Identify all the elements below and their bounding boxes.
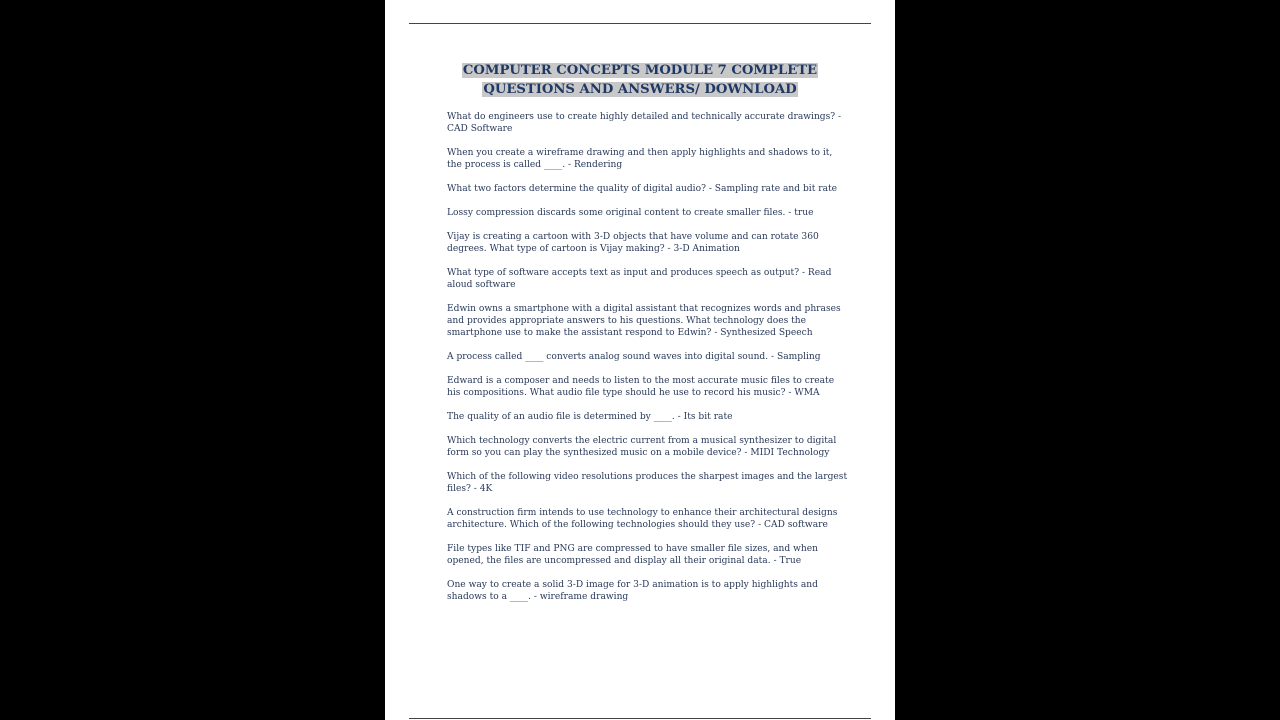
footer-rule [409, 718, 871, 719]
document-title [409, 62, 871, 99]
qa-item: What do engineers use to create highly detailed and technically accurate drawings? - CAD Software [447, 112, 842, 134]
title-line-2: QUESTIONS AND ANSWERS/ DOWNLOAD [483, 81, 797, 97]
qa-item: The quality of an audio file is determined by ____. - Its bit rate [447, 412, 733, 422]
qa-item: A process called ____ converts analog sound waves into digital sound. - Sampling [447, 352, 821, 362]
qa-item: Edwin owns a smartphone with a digital assistant that recognizes words and phrases and provides appropriate answers to his questions. What technology does the smartphone use to make the assistant respond to Edwin? - Synthesized Speech [447, 304, 841, 338]
qa-list [447, 111, 849, 615]
qa-item: What two factors determine the quality of digital audio? - Sampling rate and bit rate [447, 184, 838, 194]
qa-item: A construction firm intends to use technology to enhance their architectural designs architecture. Which of the following technologies should they use? - CAD software [447, 508, 838, 530]
qa-item: One way to create a solid 3-D image for 3-D animation is to apply highlights and shadows to a ____. - wireframe drawing [447, 580, 818, 602]
qa-item: When you create a wireframe drawing and then apply highlights and shadows to it, the process is called ____. - Rendering [447, 148, 833, 170]
header-rule [409, 23, 871, 24]
qa-item: Lossy compression discards some original content to create smaller files. - true [447, 208, 814, 218]
qa-item: Vijay is creating a cartoon with 3-D objects that have volume and can rotate 360 degrees. What type of cartoon is Vijay making? - 3-D Animation [447, 232, 819, 254]
qa-item: What type of software accepts text as input and produces speech as output? - Read aloud software [447, 268, 832, 290]
qa-item: Which of the following video resolutions produces the sharpest images and the largest files? - 4K [447, 472, 848, 494]
qa-item: File types like TIF and PNG are compressed to have smaller file sizes, and when opened, the files are uncompressed and display all their original data. - True [447, 544, 819, 566]
document-page [385, 0, 895, 720]
qa-item: Which technology converts the electric current from a musical synthesizer to digital form so you can play the synthesized music on a mobile device? - MIDI Technology [447, 436, 837, 458]
qa-item: Edward is a composer and needs to listen to the most accurate music files to create his compositions. What audio file type should he use to record his music? - WMA [447, 376, 835, 398]
title-line-1: COMPUTER CONCEPTS MODULE 7 COMPLETE [462, 63, 818, 78]
